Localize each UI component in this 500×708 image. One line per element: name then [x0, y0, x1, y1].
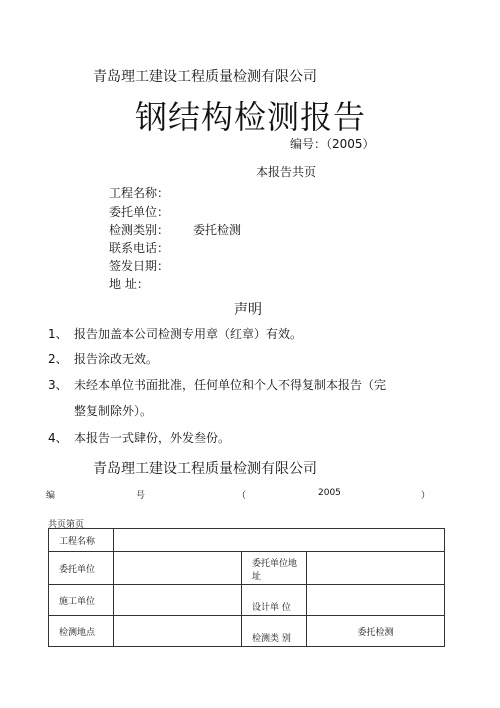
declaration-item-number: 2、	[48, 352, 68, 366]
cell-label-test-location: 检测地点	[49, 616, 114, 647]
cell-label-project-name: 工程名称	[49, 529, 114, 552]
page-numbering: 共页第页	[48, 520, 85, 530]
number-label-part: 编	[46, 491, 56, 501]
company-name-repeat: 青岛理工建设工程质量检测有限公司	[93, 461, 317, 477]
company-name: 青岛理工建设工程质量检测有限公司	[93, 69, 317, 85]
info-label-date: 签发日期：	[109, 259, 170, 273]
number-value: 2005	[318, 488, 341, 498]
cell-label-design-unit: 设计单 位	[242, 585, 307, 616]
number-label-part: 号	[136, 491, 146, 501]
info-label-phone: 联系电话：	[109, 241, 170, 255]
info-label-project: 工程名称：	[109, 186, 170, 200]
cell-label-client-address: 委托单位地 址	[242, 552, 307, 585]
declaration-item-number: 1、	[48, 327, 68, 341]
cell-value-client-address	[307, 552, 445, 585]
declaration-item-number: 3、	[48, 378, 68, 392]
table-row	[49, 552, 445, 585]
table-row	[49, 529, 445, 552]
report-info-table	[48, 528, 445, 647]
cell-value-client	[114, 552, 242, 585]
declaration-item-text: 报告加盖本公司检测专用章（红章）有效。	[74, 327, 303, 341]
info-value-category: 委托检测	[193, 223, 242, 237]
table-row	[49, 585, 445, 616]
cell-value-test-location	[114, 616, 242, 647]
cell-value-project-name	[114, 529, 445, 552]
declaration-item-text: 整复制除外）。	[74, 404, 153, 418]
number-bracket-open: （	[237, 491, 247, 501]
info-label-client: 委托单位：	[109, 205, 170, 219]
cell-value-test-category: 委托检测	[307, 616, 445, 647]
page-count-note: 本报告共页	[256, 165, 317, 179]
report-title: 钢结构检测报告	[135, 98, 367, 136]
info-label-address: 地 址：	[109, 277, 149, 291]
declaration-item-number: 4、	[48, 431, 68, 445]
number-bracket-close: ）	[421, 491, 431, 501]
report-number: 编号：（2005）	[290, 137, 375, 151]
cell-value-design-unit	[307, 585, 445, 616]
declaration-item-text: 本报告一式肆份，外发叁份。	[74, 431, 231, 445]
declaration-item-text: 报告涂改无效。	[74, 352, 159, 366]
cell-label-client: 委托单位	[49, 552, 114, 585]
table-row	[49, 616, 445, 647]
declaration-item-text: 未经本单位书面批准，任何单位和个人不得复制本报告（完	[74, 378, 387, 392]
cell-label-construction-unit: 施工单位	[49, 585, 114, 616]
cell-value-construction-unit	[114, 585, 242, 616]
declaration-title: 声明	[234, 302, 262, 318]
cell-label-test-category: 检测类 别	[242, 616, 307, 647]
info-label-category: 检测类别：	[109, 223, 170, 237]
